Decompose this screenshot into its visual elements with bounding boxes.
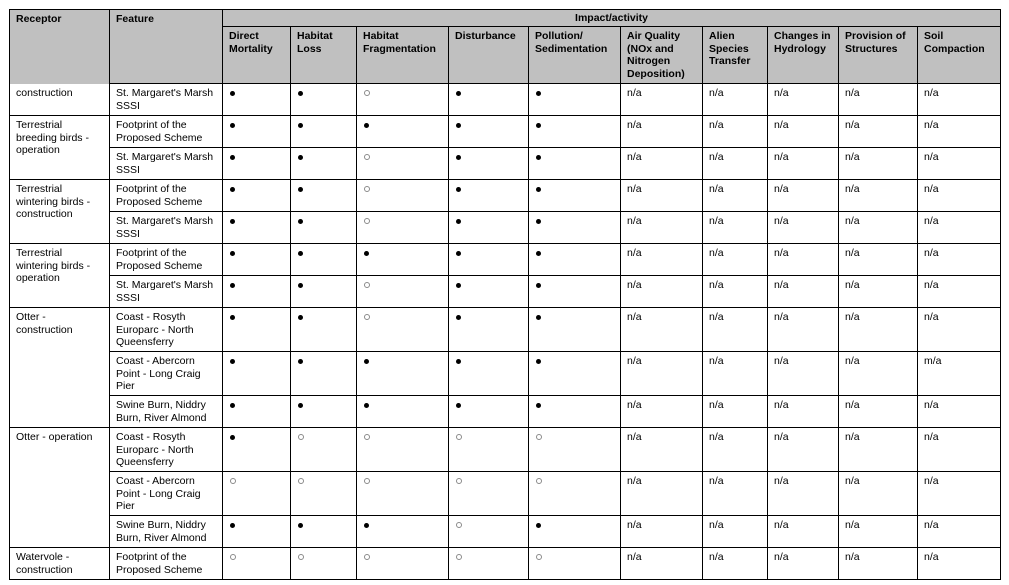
filled-circle-icon — [230, 315, 235, 320]
impact-cell — [223, 212, 291, 244]
table-row — [10, 180, 1001, 212]
impact-cell — [449, 516, 529, 548]
impact-cell — [357, 396, 449, 428]
impact-cell-text: n/a — [839, 180, 918, 212]
impact-cell-text: n/a — [918, 548, 1001, 580]
filled-circle-icon — [456, 219, 461, 224]
filled-circle-icon — [456, 187, 461, 192]
filled-circle-icon — [456, 403, 461, 408]
impact-cell — [291, 516, 357, 548]
feature-cell: Footprint of the Proposed Scheme — [110, 116, 223, 148]
impact-cell-text: n/a — [839, 116, 918, 148]
table-row — [10, 352, 1001, 396]
impact-cell — [449, 308, 529, 352]
empty-circle-icon — [456, 478, 462, 484]
impact-cell-text: n/a — [703, 244, 768, 276]
feature-cell: Coast - Abercorn Point - Long Craig Pier — [110, 472, 223, 516]
impact-cell-text: n/a — [839, 212, 918, 244]
impact-cell — [357, 148, 449, 180]
impact-cell — [529, 116, 621, 148]
impact-cell-text: n/a — [768, 84, 839, 116]
filled-circle-icon — [536, 315, 541, 320]
impact-cell-text: n/a — [703, 472, 768, 516]
filled-circle-icon — [298, 155, 303, 160]
filled-circle-icon — [364, 403, 369, 408]
impact-cell — [529, 84, 621, 116]
impact-cell-text: n/a — [621, 84, 703, 116]
impact-cell-text: n/a — [768, 428, 839, 472]
header-feature: Feature — [110, 10, 223, 84]
empty-circle-icon — [230, 554, 236, 560]
impact-cell — [449, 116, 529, 148]
receptor-cell: Terrestrial wintering birds - construction — [10, 180, 110, 244]
impact-cell-text: n/a — [768, 276, 839, 308]
filled-circle-icon — [230, 283, 235, 288]
impact-cell — [449, 180, 529, 212]
impact-cell-text: n/a — [839, 428, 918, 472]
empty-circle-icon — [456, 554, 462, 560]
filled-circle-icon — [230, 123, 235, 128]
impact-cell — [291, 472, 357, 516]
header-impact-activity: Impact/activity — [223, 10, 1001, 27]
filled-circle-icon — [536, 219, 541, 224]
receptor-cell: construction — [10, 84, 110, 116]
impact-cell-text: n/a — [621, 516, 703, 548]
filled-circle-icon — [298, 123, 303, 128]
impact-cell-text: n/a — [839, 308, 918, 352]
impact-assessment-table — [9, 9, 1001, 580]
impact-cell — [449, 244, 529, 276]
impact-cell — [223, 396, 291, 428]
empty-circle-icon — [364, 186, 370, 192]
filled-circle-icon — [536, 187, 541, 192]
impact-cell — [529, 244, 621, 276]
impact-cell — [223, 548, 291, 580]
filled-circle-icon — [536, 523, 541, 528]
filled-circle-icon — [364, 251, 369, 256]
filled-circle-icon — [230, 251, 235, 256]
empty-circle-icon — [364, 218, 370, 224]
header-impact: Soil Compaction — [918, 27, 1001, 84]
empty-circle-icon — [456, 522, 462, 528]
filled-circle-icon — [230, 435, 235, 440]
filled-circle-icon — [456, 91, 461, 96]
impact-cell-text: n/a — [918, 180, 1001, 212]
impact-cell-text: n/a — [839, 244, 918, 276]
table-row — [10, 116, 1001, 148]
impact-cell — [291, 244, 357, 276]
feature-cell: Footprint of the Proposed Scheme — [110, 244, 223, 276]
impact-cell — [223, 516, 291, 548]
impact-cell-text: n/a — [918, 212, 1001, 244]
impact-cell — [529, 276, 621, 308]
impact-cell-text: n/a — [918, 428, 1001, 472]
impact-cell — [223, 244, 291, 276]
table-row — [10, 396, 1001, 428]
impact-cell-text: n/a — [703, 116, 768, 148]
impact-cell-text: n/a — [768, 396, 839, 428]
feature-cell: Footprint of the Proposed Scheme — [110, 548, 223, 580]
impact-cell-text: n/a — [839, 396, 918, 428]
impact-cell-text: n/a — [918, 244, 1001, 276]
receptor-cell: Otter - operation — [10, 428, 110, 548]
table-row — [10, 428, 1001, 472]
receptor-cell: Otter - construction — [10, 308, 110, 428]
impact-cell-text: n/a — [703, 308, 768, 352]
filled-circle-icon — [298, 187, 303, 192]
impact-cell-text: n/a — [621, 276, 703, 308]
impact-cell — [291, 84, 357, 116]
impact-cell-text: n/a — [621, 148, 703, 180]
filled-circle-icon — [230, 155, 235, 160]
impact-cell — [357, 428, 449, 472]
filled-circle-icon — [298, 219, 303, 224]
empty-circle-icon — [536, 434, 542, 440]
header-impact: Air Quality (NOx and Nitrogen Deposition) — [621, 27, 703, 84]
header-receptor: Receptor — [10, 10, 110, 84]
impact-cell-text: n/a — [918, 516, 1001, 548]
filled-circle-icon — [298, 91, 303, 96]
impact-cell-text: n/a — [768, 244, 839, 276]
impact-cell-text: n/a — [703, 84, 768, 116]
header-impact: Alien Species Transfer — [703, 27, 768, 84]
header-impact: Habitat Fragmentation — [357, 27, 449, 84]
empty-circle-icon — [298, 478, 304, 484]
impact-cell — [529, 148, 621, 180]
filled-circle-icon — [230, 91, 235, 96]
impact-cell — [291, 308, 357, 352]
impact-cell-text: n/a — [918, 396, 1001, 428]
impact-cell — [529, 212, 621, 244]
empty-circle-icon — [364, 478, 370, 484]
empty-circle-icon — [364, 90, 370, 96]
empty-circle-icon — [364, 154, 370, 160]
impact-cell-text: n/a — [768, 548, 839, 580]
impact-cell-text: n/a — [703, 148, 768, 180]
feature-cell: Coast - Abercorn Point - Long Craig Pier — [110, 352, 223, 396]
impact-cell-text: n/a — [703, 352, 768, 396]
filled-circle-icon — [230, 523, 235, 528]
feature-cell: Swine Burn, Niddry Burn, River Almond — [110, 396, 223, 428]
feature-cell: St. Margaret's Marsh SSSI — [110, 276, 223, 308]
feature-cell: Coast - Rosyth Europarc - North Queensferry — [110, 428, 223, 472]
impact-cell — [529, 548, 621, 580]
impact-cell — [357, 352, 449, 396]
impact-cell — [529, 472, 621, 516]
filled-circle-icon — [230, 187, 235, 192]
impact-cell-text: n/a — [839, 516, 918, 548]
impact-cell-text: n/a — [768, 308, 839, 352]
impact-cell-text: n/a — [621, 308, 703, 352]
impact-cell — [449, 84, 529, 116]
impact-cell — [223, 276, 291, 308]
impact-cell — [357, 212, 449, 244]
table-row — [10, 212, 1001, 244]
impact-cell — [449, 276, 529, 308]
empty-circle-icon — [364, 314, 370, 320]
feature-cell: Swine Burn, Niddry Burn, River Almond — [110, 516, 223, 548]
impact-cell — [223, 352, 291, 396]
impact-cell-text: n/a — [621, 180, 703, 212]
empty-circle-icon — [364, 434, 370, 440]
impact-cell-text: n/a — [768, 516, 839, 548]
impact-cell-text: n/a — [703, 396, 768, 428]
filled-circle-icon — [230, 359, 235, 364]
impact-cell — [529, 352, 621, 396]
impact-cell — [529, 516, 621, 548]
table-body — [10, 84, 1001, 580]
impact-cell — [449, 396, 529, 428]
table-row — [10, 84, 1001, 116]
impact-cell-text: n/a — [768, 116, 839, 148]
filled-circle-icon — [298, 315, 303, 320]
receptor-cell: Terrestrial breeding birds - operation — [10, 116, 110, 180]
header-impact: Direct Mortality — [223, 27, 291, 84]
impact-cell — [291, 148, 357, 180]
impact-cell-text: n/a — [839, 472, 918, 516]
filled-circle-icon — [536, 251, 541, 256]
impact-cell — [223, 428, 291, 472]
header-impact: Disturbance — [449, 27, 529, 84]
impact-cell-text: n/a — [621, 116, 703, 148]
impact-cell — [223, 148, 291, 180]
impact-cell-text: n/a — [621, 472, 703, 516]
impact-cell — [291, 396, 357, 428]
table-row — [10, 276, 1001, 308]
filled-circle-icon — [456, 359, 461, 364]
empty-circle-icon — [298, 554, 304, 560]
table-row — [10, 548, 1001, 580]
impact-cell-text: n/a — [621, 396, 703, 428]
filled-circle-icon — [536, 283, 541, 288]
receptor-cell: Watervole - construction — [10, 548, 110, 580]
feature-cell: St. Margaret's Marsh SSSI — [110, 148, 223, 180]
impact-cell-text: n/a — [918, 276, 1001, 308]
filled-circle-icon — [230, 219, 235, 224]
feature-cell: Coast - Rosyth Europarc - North Queensferry — [110, 308, 223, 352]
impact-cell — [357, 180, 449, 212]
impact-cell-text: n/a — [768, 148, 839, 180]
impact-cell-text: n/a — [703, 428, 768, 472]
filled-circle-icon — [456, 251, 461, 256]
filled-circle-icon — [456, 155, 461, 160]
impact-cell-text: n/a — [839, 84, 918, 116]
impact-cell — [291, 116, 357, 148]
filled-circle-icon — [298, 523, 303, 528]
empty-circle-icon — [536, 478, 542, 484]
impact-cell — [449, 548, 529, 580]
impact-cell-text: n/a — [703, 180, 768, 212]
table-row — [10, 244, 1001, 276]
empty-circle-icon — [298, 434, 304, 440]
impact-cell-text: n/a — [918, 116, 1001, 148]
header-impact: Pollution/ Sedimentation — [529, 27, 621, 84]
empty-circle-icon — [364, 282, 370, 288]
impact-cell-text: n/a — [768, 472, 839, 516]
impact-cell — [529, 396, 621, 428]
impact-cell-text: n/a — [703, 516, 768, 548]
impact-cell — [357, 516, 449, 548]
impact-cell — [291, 276, 357, 308]
impact-cell — [357, 472, 449, 516]
impact-cell-text: m/a — [918, 352, 1001, 396]
impact-cell-text: n/a — [621, 212, 703, 244]
impact-cell-text: n/a — [918, 148, 1001, 180]
impact-cell — [357, 84, 449, 116]
filled-circle-icon — [456, 315, 461, 320]
empty-circle-icon — [456, 434, 462, 440]
impact-cell — [357, 548, 449, 580]
impact-cell — [223, 308, 291, 352]
filled-circle-icon — [536, 123, 541, 128]
impact-cell-text: n/a — [839, 548, 918, 580]
impact-cell — [357, 308, 449, 352]
impact-cell — [449, 148, 529, 180]
impact-cell — [291, 428, 357, 472]
impact-cell — [357, 244, 449, 276]
impact-cell — [357, 116, 449, 148]
impact-cell — [449, 212, 529, 244]
impact-cell — [223, 180, 291, 212]
header-impact: Provision of Structures — [839, 27, 918, 84]
filled-circle-icon — [298, 359, 303, 364]
filled-circle-icon — [536, 403, 541, 408]
impact-cell-text: n/a — [621, 428, 703, 472]
table-row — [10, 308, 1001, 352]
impact-cell — [223, 472, 291, 516]
filled-circle-icon — [536, 91, 541, 96]
table-row — [10, 516, 1001, 548]
empty-circle-icon — [536, 554, 542, 560]
impact-cell — [529, 308, 621, 352]
receptor-cell: Terrestrial wintering birds - operation — [10, 244, 110, 308]
impact-cell — [449, 352, 529, 396]
impact-cell — [291, 180, 357, 212]
header-impact: Habitat Loss — [291, 27, 357, 84]
impact-cell — [449, 428, 529, 472]
impact-cell — [529, 428, 621, 472]
impact-cell — [291, 212, 357, 244]
impact-cell — [223, 116, 291, 148]
impact-cell-text: n/a — [918, 308, 1001, 352]
impact-cell-text: n/a — [621, 548, 703, 580]
impact-cell-text: n/a — [839, 352, 918, 396]
feature-cell: Footprint of the Proposed Scheme — [110, 180, 223, 212]
feature-cell: St. Margaret's Marsh SSSI — [110, 212, 223, 244]
impact-cell-text: n/a — [703, 276, 768, 308]
impact-cell — [529, 180, 621, 212]
filled-circle-icon — [364, 523, 369, 528]
table-row — [10, 148, 1001, 180]
impact-cell-text: n/a — [918, 472, 1001, 516]
impact-cell-text: n/a — [918, 84, 1001, 116]
empty-circle-icon — [364, 554, 370, 560]
impact-cell-text: n/a — [839, 148, 918, 180]
header-impact: Changes in Hydrology — [768, 27, 839, 84]
impact-cell — [449, 472, 529, 516]
impact-cell-text: n/a — [768, 352, 839, 396]
table-row — [10, 472, 1001, 516]
impact-cell-text: n/a — [703, 548, 768, 580]
filled-circle-icon — [456, 283, 461, 288]
impact-cell-text: n/a — [703, 212, 768, 244]
filled-circle-icon — [298, 251, 303, 256]
filled-circle-icon — [536, 155, 541, 160]
impact-cell — [291, 548, 357, 580]
feature-cell: St. Margaret's Marsh SSSI — [110, 84, 223, 116]
empty-circle-icon — [230, 478, 236, 484]
impact-cell-text: n/a — [621, 244, 703, 276]
filled-circle-icon — [230, 403, 235, 408]
impact-cell-text: n/a — [839, 276, 918, 308]
filled-circle-icon — [298, 403, 303, 408]
filled-circle-icon — [456, 123, 461, 128]
filled-circle-icon — [364, 359, 369, 364]
filled-circle-icon — [536, 359, 541, 364]
impact-cell — [357, 276, 449, 308]
impact-cell-text: n/a — [768, 180, 839, 212]
impact-cell — [291, 352, 357, 396]
filled-circle-icon — [298, 283, 303, 288]
impact-cell-text: n/a — [768, 212, 839, 244]
impact-cell — [223, 84, 291, 116]
filled-circle-icon — [364, 123, 369, 128]
impact-cell-text: n/a — [621, 352, 703, 396]
